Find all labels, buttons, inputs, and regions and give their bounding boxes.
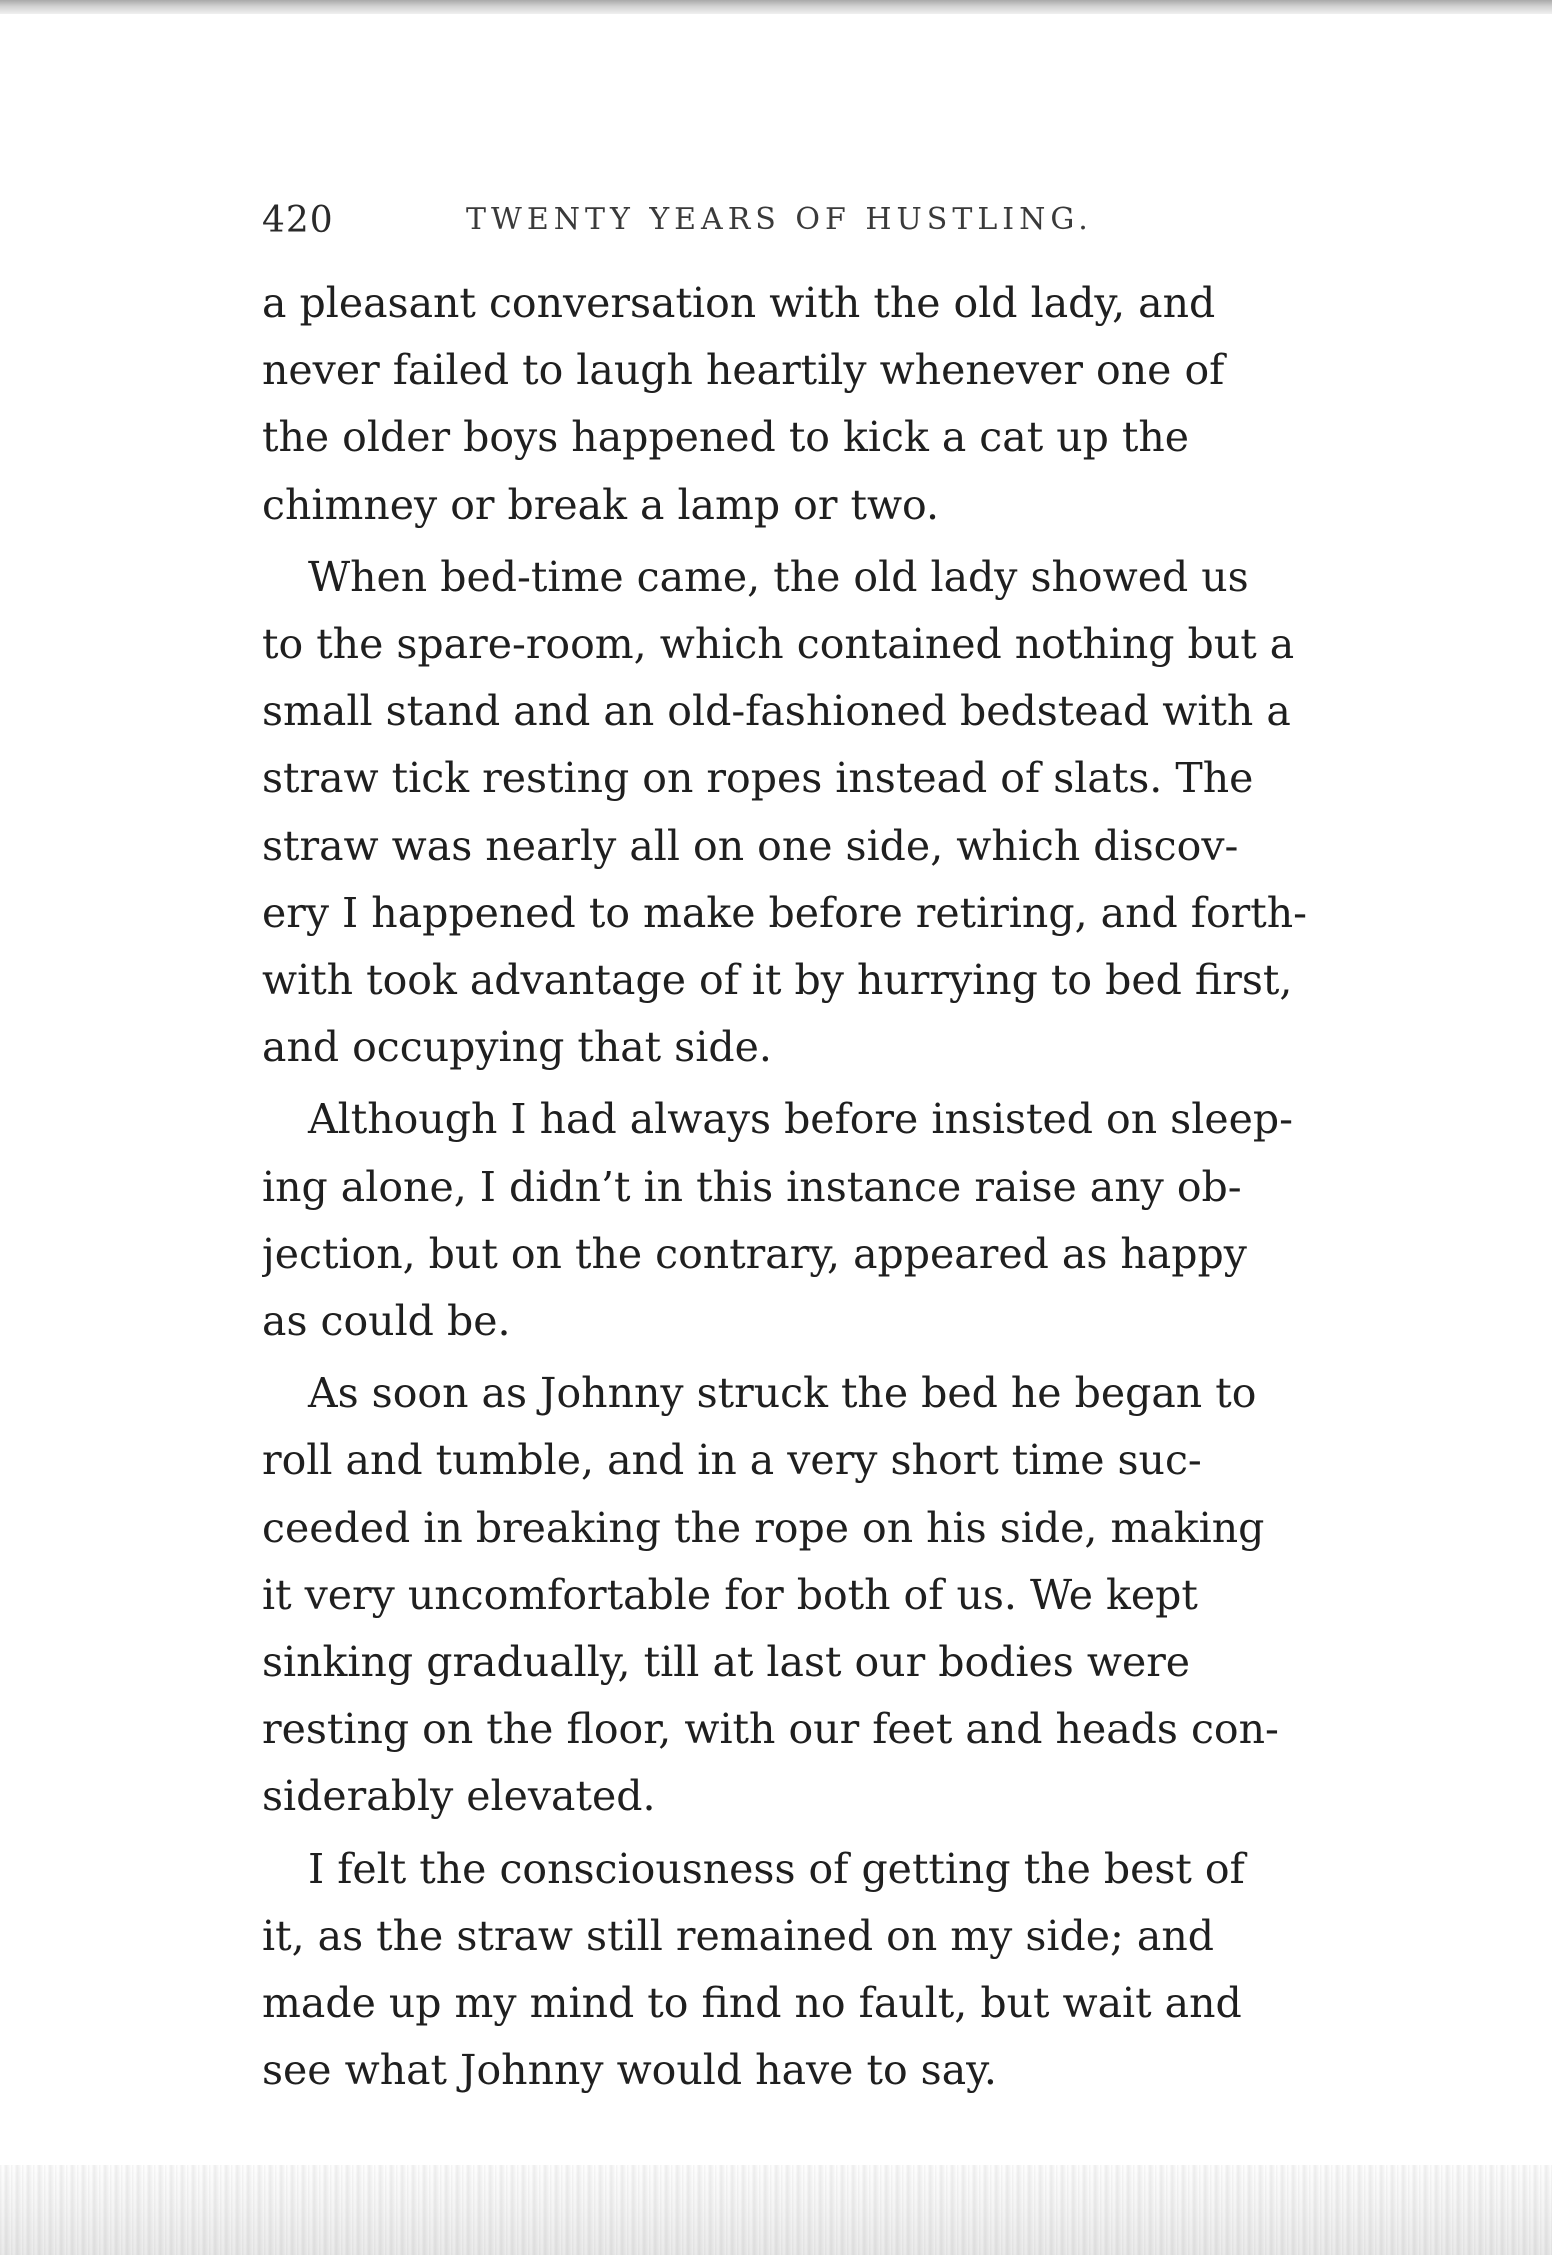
text-line: it very uncomfortable for both of us. We kept — [262, 1570, 1198, 1619]
text-line: the older boys happened to kick a cat up the — [262, 413, 1190, 462]
running-title: TWENTY YEARS OF HUSTLING. — [466, 202, 1093, 237]
text-line: with took advantage of it by hurrying to bed first, — [262, 956, 1293, 1005]
paragraph — [262, 1360, 1312, 1830]
text-line: made up my mind to find no fault, but wait and — [262, 1979, 1242, 2028]
page-number: 420 — [262, 200, 334, 241]
text-line: resting on the floor, with our feet and heads con- — [262, 1705, 1279, 1754]
text-line: jection, but on the contrary, appeared as happy — [262, 1229, 1247, 1278]
text-line: chimney or break a lamp or two. — [262, 480, 940, 529]
text-line: siderably elevated. — [262, 1772, 656, 1821]
text-line: ceeded in breaking the rope on his side, making — [262, 1503, 1265, 1552]
text-line: As soon as Johnny struck the bed he began to — [308, 1369, 1257, 1418]
text-line: When bed-time came, the old lady showed us — [308, 552, 1249, 601]
text-line: as could be. — [262, 1297, 511, 1346]
book-page — [262, 200, 1312, 2104]
text-line: I felt the consciousness of getting the best of — [308, 1844, 1245, 1893]
text-line: sinking gradually, till at last our bodies were — [262, 1638, 1191, 1687]
running-head — [262, 200, 1312, 250]
text-line: and occupying that side. — [262, 1023, 772, 1072]
text-line: ery I happened to make before retiring, and forth- — [262, 888, 1307, 937]
body-text — [262, 270, 1312, 2104]
text-line: small stand and an old-fashioned bedstead with a — [262, 687, 1291, 736]
text-line: to the spare-room, which contained nothing but a — [262, 620, 1295, 669]
text-line: roll and tumble, and in a very short time suc- — [262, 1436, 1202, 1485]
text-line: ing alone, I didn’t in this instance raise any ob- — [262, 1162, 1242, 1211]
paragraph — [262, 1836, 1312, 2105]
text-line: a pleasant conversation with the old lady, and — [262, 279, 1216, 327]
scan-edge-bottom — [0, 2165, 1552, 2255]
paragraph — [262, 270, 1312, 539]
text-line: straw tick resting on ropes instead of slats. The — [262, 754, 1254, 803]
scan-edge-top — [0, 0, 1552, 14]
paragraph — [262, 544, 1312, 1082]
paragraph — [262, 1086, 1312, 1355]
text-line: see what Johnny would have to say. — [262, 2046, 997, 2095]
text-line: it, as the straw still remained on my side; and — [262, 1911, 1214, 1960]
text-line: straw was nearly all on one side, which discov- — [262, 821, 1239, 870]
text-line: never failed to laugh heartily whenever one of — [262, 346, 1225, 395]
text-line: Although I had always before insisted on sleep- — [308, 1095, 1293, 1144]
